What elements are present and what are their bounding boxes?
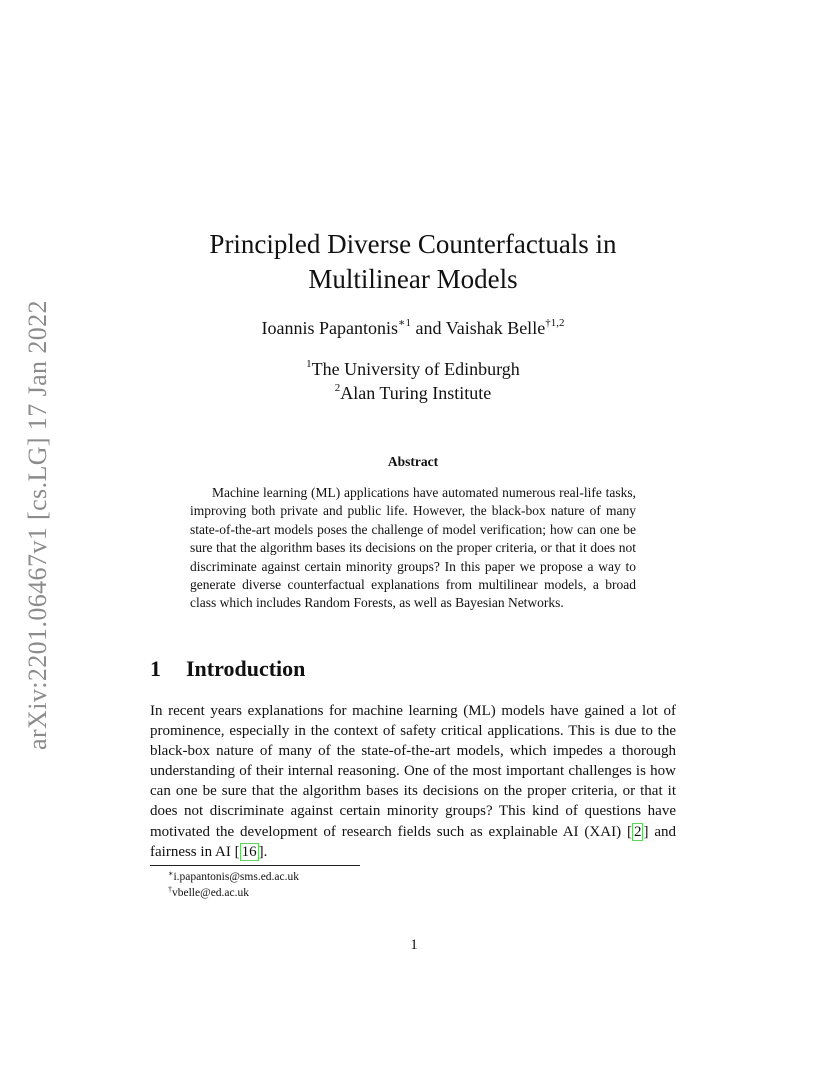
affiliation-1-name: The University of Edinburgh xyxy=(311,359,520,379)
footnote-2-email: vbelle@ed.ac.uk xyxy=(172,887,250,899)
citation-link-16[interactable]: 16 xyxy=(241,843,257,860)
title-line-2: Multilinear Models xyxy=(308,264,518,294)
affiliation-1 xyxy=(150,357,676,381)
footnote-1-email: i.papantonis@sms.ed.ac.uk xyxy=(173,871,300,883)
intro-text: In recent years explanations for machine learning (ML) models have gained a lot of prominence, especially in the context of safety critical applications. This is due to the black-box nature of many of the state-of-the-art models, which impedes a thorough understanding of their internal reasoning. One of the most important challenges is how can one be sure that the algorithm bases its decisions on the proper criteria, or that it does not discriminate against certain minority groups? This kind of questions have motivated the development of research fields such as explainable AI (XAI) xyxy=(150,703,676,840)
intro-text-mid: and fairness in AI xyxy=(150,823,676,860)
arxiv-stamp xyxy=(14,290,62,760)
author-conjunction: and xyxy=(411,318,446,338)
author-2-name: Vaishak Belle xyxy=(445,318,546,338)
footnote-divider xyxy=(150,865,360,866)
author-list xyxy=(150,316,676,340)
footnotes xyxy=(168,869,299,901)
footnote-2-mark: † xyxy=(168,885,172,894)
citation-link-2[interactable]: 2 xyxy=(633,823,642,840)
affiliation-2 xyxy=(150,381,676,405)
author-1-name: Ioannis Papantonis xyxy=(261,318,399,338)
footnote-1-mark: ∗ xyxy=(168,869,174,878)
footnote-2 xyxy=(168,885,299,901)
footnote-1 xyxy=(168,869,299,885)
section-title: Introduction xyxy=(186,656,306,681)
paper-title xyxy=(150,227,676,297)
introduction-paragraph: In recent years explanations for machine learning (ML) models have gained a lot of prominence, especially in the context of safety critical applications. This is due to the black-box nature of many of the state-of-the-art models, which impedes a thorough understanding of their internal reasoning. One of the most important challenges is how can one be sure that the algorithm bases its decisions on the proper criteria, or that it does not discriminate against certain minority groups? This kind of questions have motivated the development of research fields such as explainable AI (XAI) [ 2 ] and fairness in AI [ 16 ]. xyxy=(150,703,676,860)
affiliation-2-marker: 2 xyxy=(334,382,341,394)
affiliation-2-name: Alan Turing Institute xyxy=(340,383,492,403)
section-number: 1 xyxy=(150,656,161,681)
author-1-marker: ∗1 xyxy=(398,317,412,329)
affiliation-list xyxy=(150,357,676,405)
intro-text-end: . xyxy=(263,843,268,860)
title-line-1: Principled Diverse Counterfactuals in xyxy=(209,229,617,259)
author-2-marker: †1,2 xyxy=(545,317,565,329)
affiliation-1-marker: 1 xyxy=(306,358,312,370)
arxiv-stamp-text: arXiv:2201.06467v1 [cs.LG] 17 Jan 2022 xyxy=(23,300,53,750)
section-heading-introduction xyxy=(150,656,305,682)
abstract-body: Machine learning (ML) applications have automated numerous real-life tasks, improving both private and public life. However, the black-box nature of many state-of-the-art models poses the challenge of model verification; how can one be sure that the algorithm bases its decisions on the proper criteria, or that it does not discriminate against certain minority groups? In this paper we propose a way to generate diverse counterfactual explanations from multilinear models, a broad class which includes Random Forests, as well as Bayesian Networks. xyxy=(190,485,636,611)
page-number: 1 xyxy=(410,937,418,953)
abstract-heading: Abstract xyxy=(387,454,439,469)
